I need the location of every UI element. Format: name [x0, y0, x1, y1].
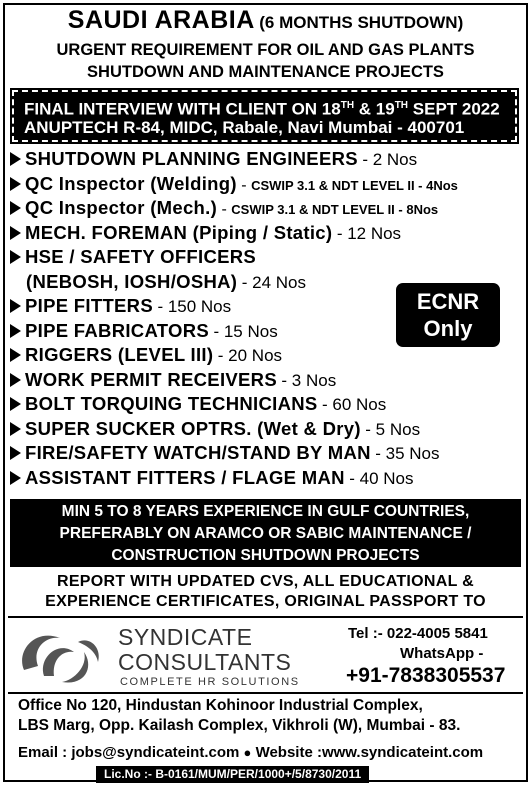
email-link[interactable]: Email : jobs@syndicateint.com [18, 744, 240, 761]
country-title: SAUDI ARABIA [67, 6, 255, 34]
bullet-arrow-icon [10, 348, 21, 362]
list-item: (NEBOSH, IOSH/OSHA) - 24 Nos [26, 270, 306, 292]
list-item: ASSISTANT FITTERS / FLAGE MAN - 40 Nos [10, 466, 520, 491]
license-number: Lic.No :- B-0161/MUM/PER/1000+/5/8730/2011 [96, 766, 369, 783]
bullet-arrow-icon [10, 177, 21, 191]
bullet-arrow-icon [10, 397, 21, 411]
projects-line: SHUTDOWN AND MAINTENANCE PROJECTS [87, 63, 444, 81]
interview-venue: ANUPTECH R-84, MIDC, Rabale, Navi Mumbai - 400701 [24, 118, 465, 137]
bullet-arrow-icon [10, 324, 21, 338]
bullet-arrow-icon [10, 201, 21, 215]
page-title [0, 6, 531, 38]
bullet-arrow-icon [10, 152, 21, 166]
list-item: MECH. FOREMAN (Piping / Static) - 12 Nos [10, 221, 520, 246]
list-item: QC Inspector (Welding) - CSWIP 3.1 & NDT LEVEL II - 4Nos [10, 172, 520, 197]
list-item: PIPE FABRICATORS - 15 Nos [10, 319, 520, 344]
list-item: SUPER SUCKER OPTRS. (Wet & Dry) - 5 Nos [10, 417, 520, 442]
list-item: RIGGERS (LEVEL III) - 20 Nos [10, 343, 520, 368]
company-name-2: CONSULTANTS [118, 649, 292, 675]
bullet-arrow-icon [10, 471, 21, 485]
whatsapp-number: +91-7838305537 [346, 664, 506, 687]
telephone: Tel :- 022-4005 5841 [348, 625, 488, 642]
bullet-arrow-icon [10, 422, 21, 436]
interview-dates: FINAL INTERVIEW WITH CLIENT ON 18TH & 19TH SEPT 2022 [24, 99, 500, 119]
company-tagline: COMPLETE HR SOLUTIONS [120, 676, 300, 688]
bullet-arrow-icon [10, 446, 21, 460]
list-item: SHUTDOWN PLANNING ENGINEERS - 2 Nos [10, 147, 520, 172]
bullet-arrow-icon [10, 226, 21, 240]
list-item: BOLT TORQUING TECHNICIANS - 60 Nos [10, 392, 520, 417]
shutdown-duration: (6 MONTHS SHUTDOWN) [259, 13, 464, 32]
office-address: Office No 120, Hindustan Kohinoor Industrial Complex, LBS Marg, Opp. Kailash Complex, Vikhroli (W), Mumbai - 83. [18, 697, 461, 734]
list-item: FIRE/SAFETY WATCH/STAND BY MAN - 35 Nos [10, 441, 520, 466]
list-item: HSE / SAFETY OFFICERS [10, 245, 520, 270]
divider [8, 616, 523, 618]
company-name: SYNDICATE [118, 624, 253, 650]
contact-line: Email : jobs@syndicateint.com ● Website :www.syndicateint.com [18, 744, 484, 761]
list-item: PIPE FITTERS - 150 Nos [10, 294, 520, 319]
list-item: QC Inspector (Mech.) - CSWIP 3.1 & NDT LEVEL II - 8Nos [10, 196, 520, 221]
bullet-arrow-icon [10, 299, 21, 313]
ecnr-badge: ECNR Only [396, 283, 500, 347]
bullet-arrow-icon [10, 250, 21, 264]
divider [8, 692, 523, 694]
bullet-arrow-icon [10, 373, 21, 387]
syndicate-logo-icon [14, 622, 106, 690]
website-link[interactable]: Website :www.syndicateint.com [255, 744, 484, 761]
interview-banner [12, 90, 517, 142]
whatsapp-label: WhatsApp - [400, 645, 484, 662]
report-instructions: REPORT WITH UPDATED CVS, ALL EDUCATIONAL & EXPERIENCE CERTIFICATES, ORIGINAL PASSPORT TO [45, 573, 486, 610]
list-item: WORK PERMIT RECEIVERS - 3 Nos [10, 368, 520, 393]
requirement-line: URGENT REQUIREMENT FOR OIL AND GAS PLANTS [56, 41, 475, 59]
experience-requirements: MIN 5 TO 8 YEARS EXPERIENCE IN GULF COUNTRIES, PREFERABLY ON ARAMCO OR SABIC MAINTENANCE / CONSTRUCTION SHUTDOWN PROJECTS [10, 499, 521, 567]
